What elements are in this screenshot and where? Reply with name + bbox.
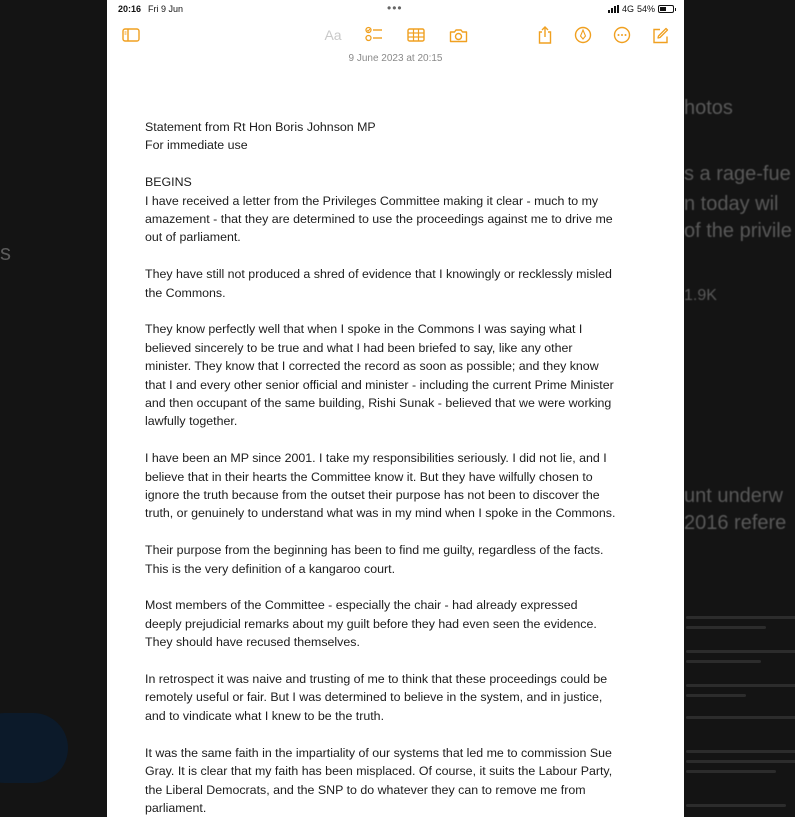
note-line: remotely useful or fair. But I was determined to believe in the system, and in justice, <box>145 690 603 705</box>
battery-percent: 54% <box>636 4 655 14</box>
bg-fragment: s <box>0 240 11 265</box>
note-line: truth, or genuinely to understand what was in my mind when I spoke in the Commons. <box>145 506 616 521</box>
multitasking-dots-icon[interactable]: ••• <box>387 1 403 15</box>
compose-icon <box>652 27 669 44</box>
bg-fragment: s a rage-fue <box>684 163 791 185</box>
note-line: believed sincerely to be true and what I had been briefed to say, like any other <box>145 340 573 355</box>
sidebar-button[interactable] <box>121 22 141 48</box>
bg-pill <box>0 713 68 783</box>
note-line: They should have recused themselves. <box>145 635 360 650</box>
notes-window <box>107 0 684 817</box>
status-time: 20:16 <box>118 4 142 14</box>
sidebar-icon <box>122 28 140 42</box>
note-line: lawfully together. <box>145 414 238 429</box>
bg-line <box>686 804 786 807</box>
bg-fragment: 2016 refere <box>684 512 787 534</box>
note-line: parliament. <box>145 800 207 815</box>
more-ellipsis-icon <box>613 26 631 44</box>
status-bar <box>107 0 684 18</box>
note-line: believe that in their hearts the Committee know it. But they have wilfully chosen to <box>145 469 593 484</box>
notes-toolbar <box>107 22 684 50</box>
status-date: Fri 9 Jun <box>148 4 184 14</box>
status-right <box>608 4 674 14</box>
bg-fragment: hotos <box>684 97 733 119</box>
note-editor[interactable] <box>145 118 655 817</box>
note-line: This is the very definition of a kangaroo court. <box>145 561 396 576</box>
note-line: In retrospect it was naive and trusting of me to think that these proceedings could be <box>145 672 608 687</box>
battery-icon <box>658 5 674 13</box>
bg-line <box>686 716 795 719</box>
blank-line <box>145 302 655 320</box>
bg-line <box>686 750 795 753</box>
note-line: amazement - that they are determined to use the proceedings against me to drive me <box>145 212 613 227</box>
note-line: They know perfectly well that when I spoke in the Commons I was saying what I <box>145 322 583 337</box>
note-line: It was the same faith in the impartiality of our systems that led me to commission Sue <box>145 745 612 760</box>
blank-line <box>145 523 655 541</box>
compose-button[interactable] <box>650 22 670 48</box>
bg-line <box>686 660 761 663</box>
bg-line <box>686 760 795 763</box>
markup-button[interactable] <box>572 22 594 48</box>
note-line: Gray. It is clear that my faith has been misplaced. Of course, it suits the Labour Party, <box>145 764 613 779</box>
bg-fragment: unt underw <box>684 485 783 507</box>
more-button[interactable] <box>611 22 633 48</box>
blank-line <box>145 155 655 173</box>
note-line: Most members of the Committee - especially the chair - had already expressed <box>145 598 578 613</box>
format-button[interactable]: Aa <box>324 27 342 43</box>
bg-line <box>686 650 795 653</box>
markup-pen-icon <box>574 26 592 44</box>
blank-line <box>145 725 655 743</box>
note-line: minister. They know that I corrected the record as soon as possible; and they know <box>145 359 599 374</box>
bg-fragment: of the privile <box>684 220 792 242</box>
note-line: I have received a letter from the Privileges Committee making it clear - much to my <box>145 193 599 208</box>
note-line: BEGINS <box>145 175 192 190</box>
note-timestamp: 9 June 2023 at 20:15 <box>348 53 443 64</box>
note-line: out of parliament. <box>145 230 241 245</box>
bg-line <box>686 694 746 697</box>
blank-line <box>145 247 655 265</box>
battery-fill <box>660 7 666 11</box>
note-line: deeply prejudicial remarks about my guilt before they had even seen the evidence. <box>145 616 597 631</box>
blank-line <box>145 652 655 670</box>
note-line: I have been an MP since 2001. I take my responsibilities seriously. I did not lie, and I <box>145 451 607 466</box>
network-type: 4G <box>621 4 634 14</box>
camera-button[interactable] <box>447 22 469 48</box>
share-icon <box>538 26 552 44</box>
note-line: They have still not produced a shred of evidence that I knowingly or recklessly misled <box>145 267 612 282</box>
note-line: the Commons. <box>145 285 226 300</box>
camera-icon <box>449 28 468 43</box>
checklist-icon <box>365 26 383 44</box>
share-button[interactable] <box>535 22 555 48</box>
cellular-signal-icon <box>608 5 619 13</box>
note-line: that I and every other senior official and minister - including the current Prime Minister <box>145 377 614 392</box>
bg-line <box>686 770 776 773</box>
note-line: ignore the truth because from the outset their purpose has not been to discover the <box>145 488 600 503</box>
bg-line <box>686 616 795 619</box>
bg-line <box>686 626 766 629</box>
bg-line <box>686 684 795 687</box>
note-line: the Liberal Democrats, and the SNP to do whatever they can to remove me from <box>145 782 586 797</box>
note-line: Statement from Rt Hon Boris Johnson MP <box>145 120 376 134</box>
note-line: For immediate use <box>145 138 248 153</box>
note-line: and to vindicate what I knew to be the truth. <box>145 708 385 723</box>
blank-line <box>145 578 655 596</box>
note-line: Their purpose from the beginning has been to find me guilty, regardless of the facts. <box>145 543 604 558</box>
table-button[interactable] <box>405 22 427 48</box>
blank-line <box>145 431 655 449</box>
checklist-button[interactable] <box>363 22 385 48</box>
bg-fragment: n today wil <box>684 193 779 215</box>
note-line: and then occupant of the same building, Rishi Sunak - believed that we were working <box>145 396 612 411</box>
bg-fragment: 1.9K <box>684 287 717 304</box>
table-icon <box>407 28 425 42</box>
